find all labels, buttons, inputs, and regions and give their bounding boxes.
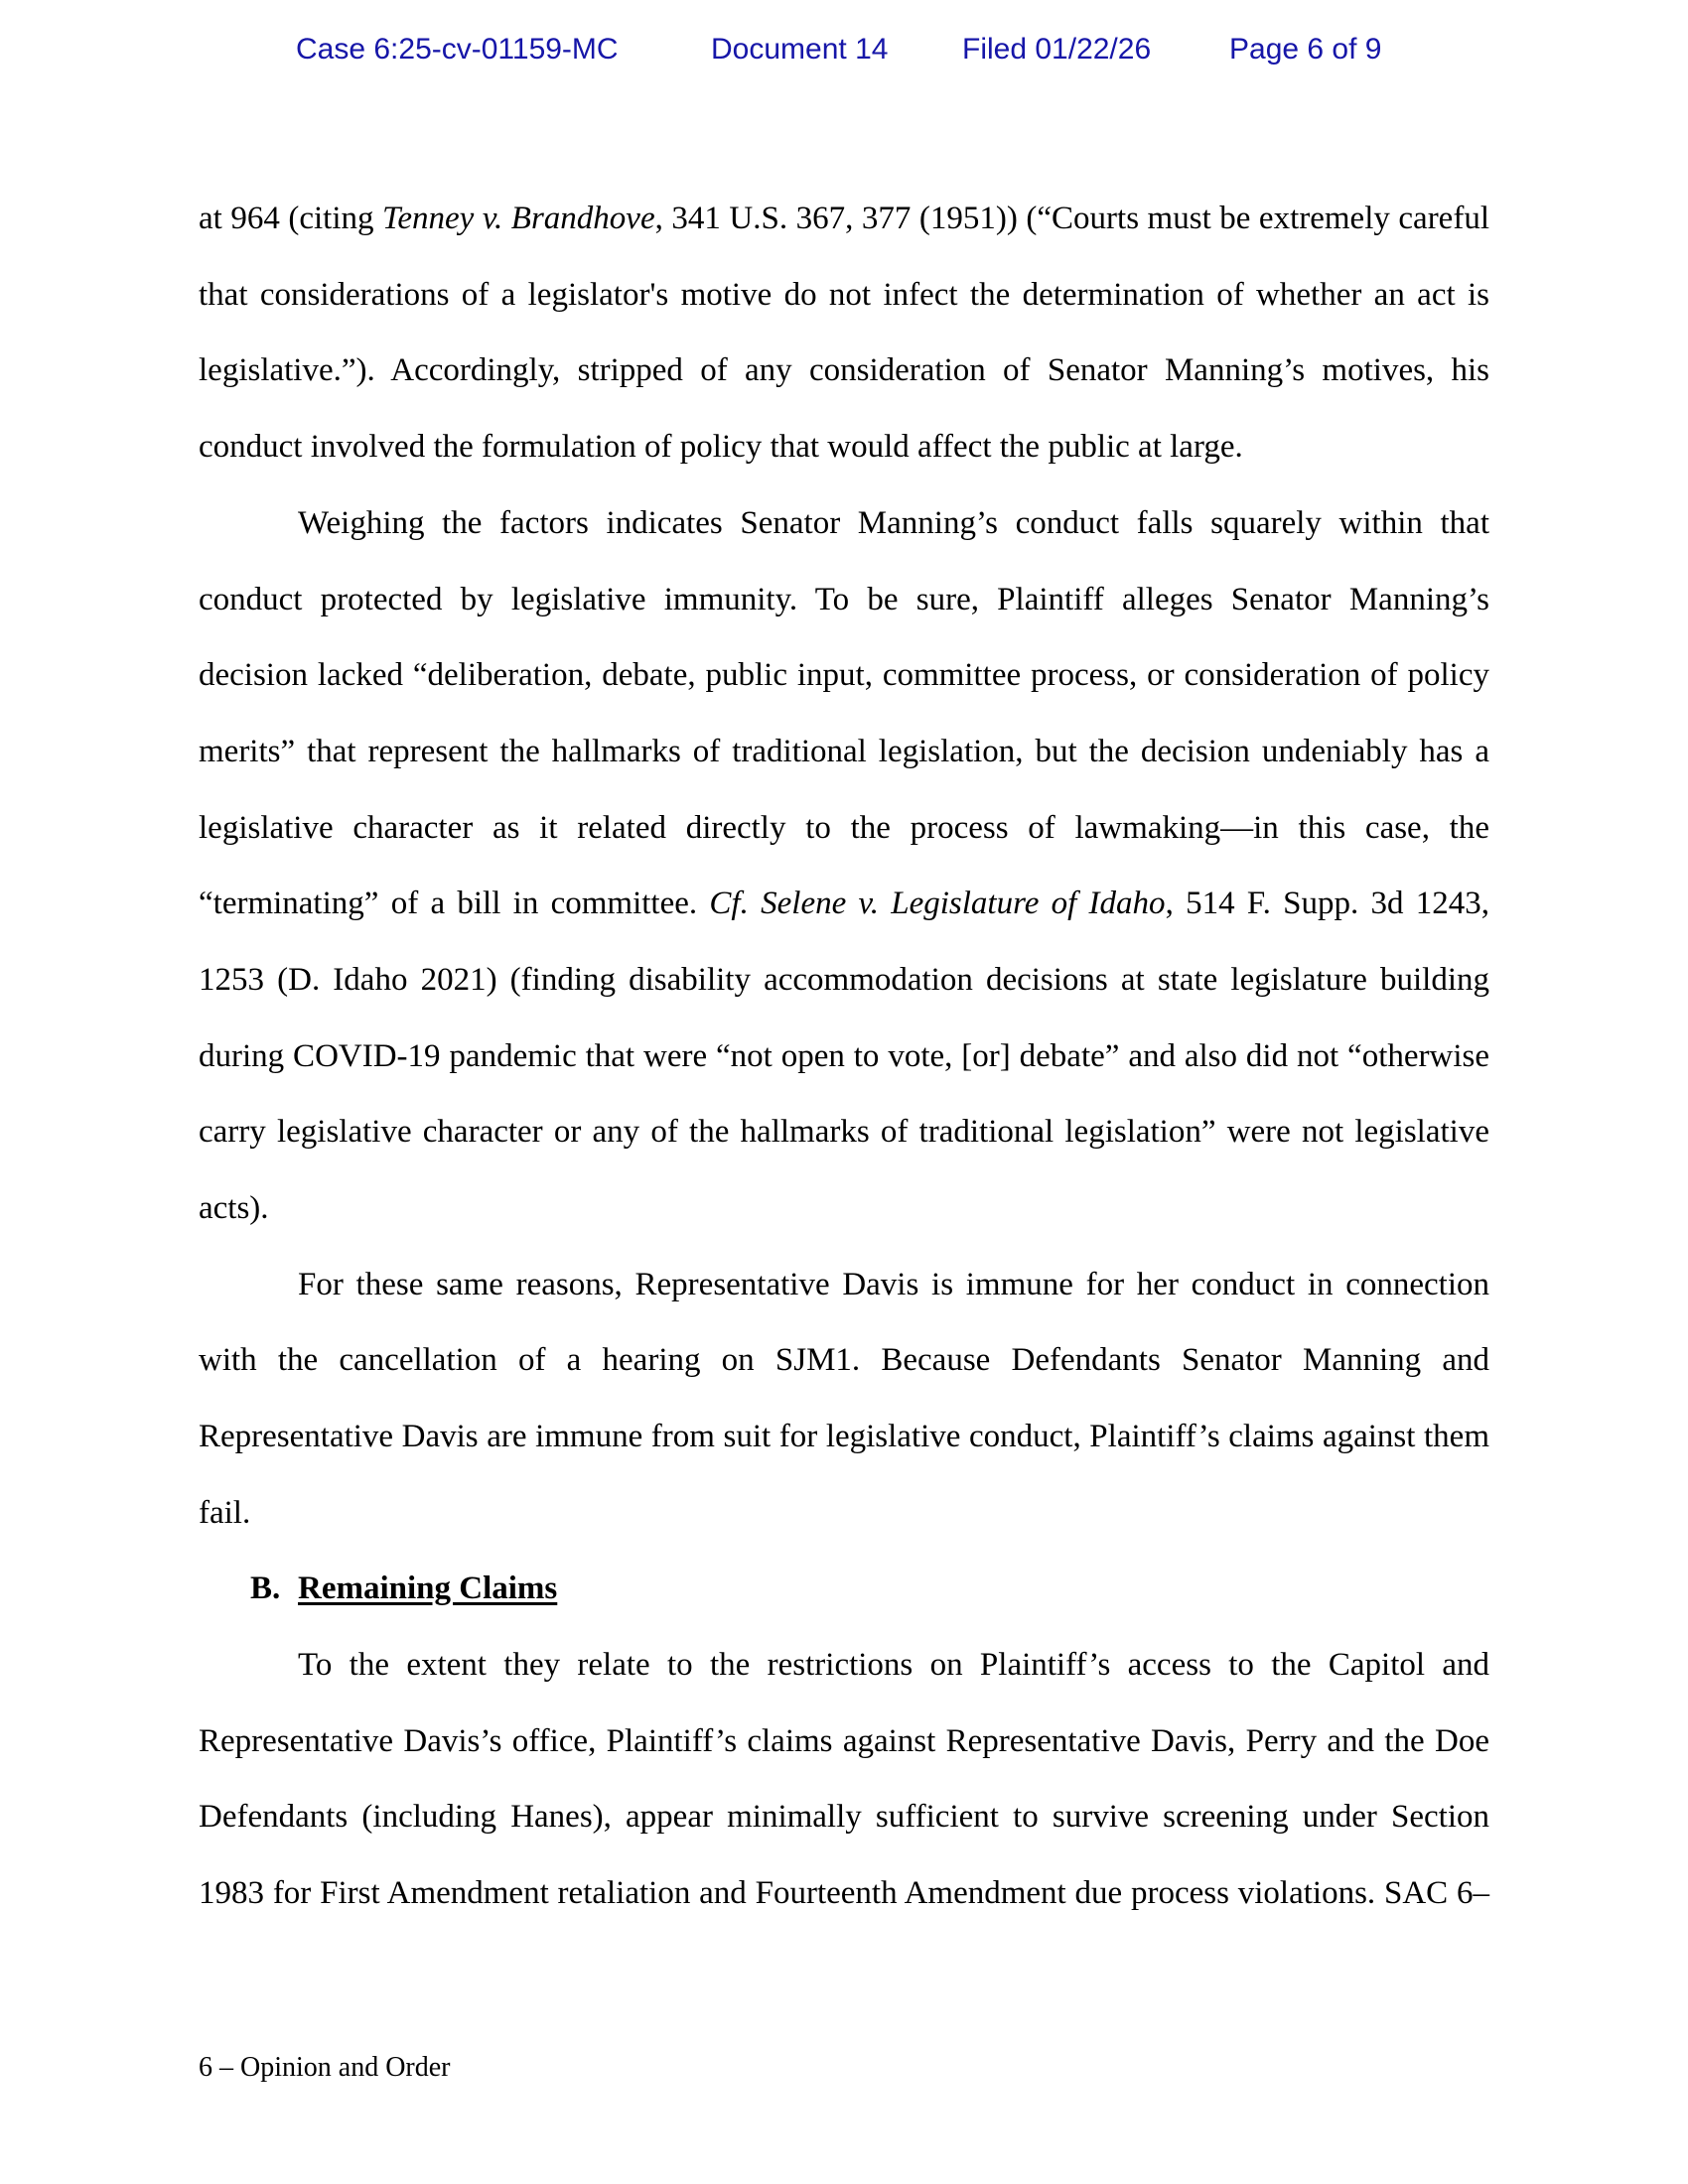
text-line: Representative Davis are immune from suit for legislative conduct, Plaintiff’s claims against them bbox=[199, 1419, 1489, 1454]
text-line: legislative.”). Accordingly, stripped of any consideration of Senator Manning’s motives, his bbox=[199, 352, 1489, 388]
text-line: that considerations of a legislator's motive do not infect the determination of whether an act is bbox=[199, 277, 1489, 313]
text-line: carry legislative character or any of the hallmarks of traditional legislation” were not legislative bbox=[199, 1114, 1489, 1150]
text-line: legislative character as it related directly to the process of lawmaking—in this case, the bbox=[199, 810, 1489, 846]
document-number: Document 14 bbox=[711, 33, 889, 66]
text-line: “terminating” of a bill in committee. Cf. Selene v. Legislature of Idaho, 514 F. Supp. 3d 1243, bbox=[199, 886, 1489, 921]
text-line: 1253 (D. Idaho 2021) (finding disability accommodation decisions at state legislature building bbox=[199, 962, 1489, 998]
section-title: Remaining Claims bbox=[298, 1570, 558, 1606]
text-line: fail. bbox=[199, 1495, 251, 1531]
text-line: with the cancellation of a hearing on SJM1. Because Defendants Senator Manning and bbox=[199, 1342, 1489, 1378]
case-number: Case 6:25-cv-01159-MC bbox=[296, 33, 619, 66]
filed-date: Filed 01/22/26 bbox=[962, 33, 1152, 66]
case-citation-tenney: Tenney v. Brandhove bbox=[382, 201, 655, 236]
text-line: conduct involved the formulation of policy that would affect the public at large. bbox=[199, 429, 1243, 465]
text-line: acts). bbox=[199, 1190, 269, 1226]
text-line: conduct protected by legislative immunity. To be sure, Plaintiff alleges Senator Manning’s bbox=[199, 582, 1489, 617]
page-footer: 6 – Opinion and Order bbox=[199, 2052, 451, 2083]
text-line: Defendants (including Hanes), appear minimally sufficient to survive screening under Section bbox=[199, 1799, 1489, 1835]
case-citation-selene: Cf. Selene v. Legislature of Idaho bbox=[709, 886, 1166, 921]
text-line: Representative Davis’s office, Plaintiff’s claims against Representative Davis, Perry and the Doe bbox=[199, 1723, 1489, 1759]
text-line: Weighing the factors indicates Senator Manning’s conduct falls squarely within that bbox=[298, 505, 1489, 541]
text-line: To the extent they relate to the restrictions on Plaintiff’s access to the Capitol and bbox=[298, 1647, 1489, 1683]
text-line: For these same reasons, Representative Davis is immune for her conduct in connection bbox=[298, 1267, 1489, 1302]
text-line: at 964 (citing Tenney v. Brandhove, 341 U.S. 367, 377 (1951)) (“Courts must be extremely careful bbox=[199, 201, 1489, 236]
text-line: merits” that represent the hallmarks of traditional legislation, but the decision undeniably has a bbox=[199, 734, 1489, 769]
section-letter: B. bbox=[250, 1570, 281, 1606]
text-line: during COVID-19 pandemic that were “not open to vote, [or] debate” and also did not “otherwise bbox=[199, 1038, 1489, 1074]
text-line: decision lacked “deliberation, debate, public input, committee process, or consideration of policy bbox=[199, 657, 1489, 693]
page-indicator: Page 6 of 9 bbox=[1229, 33, 1382, 66]
text-line: 1983 for First Amendment retaliation and Fourteenth Amendment due process violations. SAC 6– bbox=[199, 1875, 1489, 1911]
